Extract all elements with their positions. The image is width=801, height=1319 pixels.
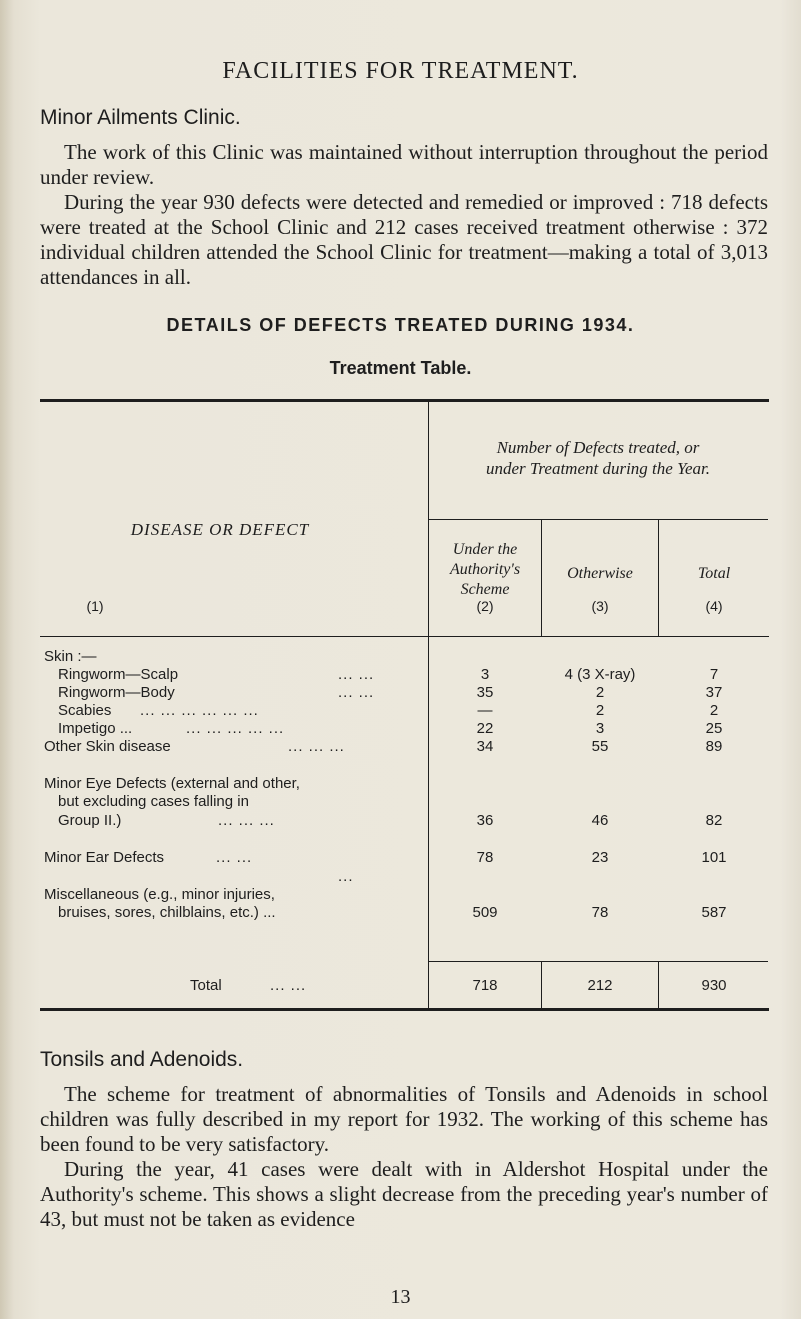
col2-number: (2) bbox=[476, 598, 494, 614]
cell-col3: 78 bbox=[591, 904, 609, 921]
table-top-rule bbox=[40, 399, 769, 402]
cell-col3: 2 bbox=[595, 684, 605, 701]
cell-col4: 82 bbox=[705, 812, 723, 829]
cell-col2: 36 bbox=[476, 812, 494, 829]
minor-ailments-heading: Minor Ailments Clinic. bbox=[40, 106, 241, 129]
tonsils-paragraph-2: During the year, 41 cases were dealt with in Aldershot Hospital under the Authority's scheme. This shows a slight decrease from the preceding year's number of 43, but must not be taken as evidence bbox=[40, 1157, 768, 1231]
row-label: but excluding cases falling in bbox=[58, 793, 249, 810]
tonsils-heading: Tonsils and Adenoids. bbox=[40, 1048, 244, 1071]
details-title: DETAILS OF DEFECTS TREATED DURING 1934. bbox=[166, 315, 635, 335]
table-group-rule bbox=[428, 519, 768, 520]
cell-col3: 2 bbox=[595, 702, 605, 719]
cell-col3: 55 bbox=[591, 738, 609, 755]
leader-dots: ... ... bbox=[270, 977, 307, 994]
leader-dots: ... ... bbox=[338, 684, 375, 701]
row-label: bruises, sores, chilblains, etc.) ... bbox=[58, 904, 276, 921]
group-header-line-2: under Treatment during the Year. bbox=[485, 459, 710, 478]
tonsils-text bbox=[40, 1082, 768, 1232]
cell-col4: 930 bbox=[701, 977, 727, 994]
row-label: Ringworm—Body bbox=[58, 684, 175, 701]
cell-col4: 101 bbox=[701, 849, 727, 866]
treatment-table-title: Treatment Table. bbox=[329, 358, 472, 378]
leader-dots: ... ... ... bbox=[218, 812, 275, 829]
minor-ailments-paragraph-2: During the year 930 defects were detected and remedied or improved : 718 defects were treated at the School Clinic and 212 cases received treatment otherwise : 372 individual children attended the School Clinic for treatment—making a total of 3,013 attendances in all. bbox=[40, 190, 768, 289]
row-label: Miscellaneous (e.g., minor injuries, bbox=[44, 886, 275, 903]
minor-ailments-text bbox=[40, 140, 768, 290]
row-label: Minor Ear Defects bbox=[44, 849, 165, 866]
cell-col3: 3 bbox=[595, 720, 605, 737]
cell-col2: 718 bbox=[472, 977, 498, 994]
col2-header-line-3: Scheme bbox=[460, 581, 510, 598]
cell-col2: 509 bbox=[472, 904, 498, 921]
row-label: Other Skin disease bbox=[44, 738, 171, 755]
col3-number: (3) bbox=[591, 598, 609, 614]
group-header-line-1: Number of Defects treated, or bbox=[496, 438, 700, 457]
leader-dots: ... ... ... ... ... ... bbox=[140, 702, 259, 719]
cell-col2: — bbox=[477, 702, 493, 719]
leader-dots: ... ... bbox=[338, 666, 375, 683]
table-bottom-rule bbox=[40, 1008, 769, 1011]
cell-col4: 2 bbox=[709, 702, 719, 719]
cell-col4: 587 bbox=[701, 904, 727, 921]
tonsils-paragraph-1: The scheme for treatment of abnormalities of Tonsils and Adenoids in school children was fully described in my report for 1932. The working of this scheme has been found to be very satisfactory. bbox=[40, 1082, 768, 1156]
col2-header-line-1: Under the bbox=[452, 541, 518, 558]
cell-col4: 25 bbox=[705, 720, 723, 737]
leader-dots: ... ... bbox=[216, 849, 253, 866]
minor-ailments-paragraph-1: The work of this Clinic was maintained without interruption throughout the period under review. bbox=[40, 140, 768, 189]
cell-col3: 4 (3 X-ray) bbox=[564, 666, 636, 683]
cell-col3: 23 bbox=[591, 849, 609, 866]
cell-col4: 37 bbox=[705, 684, 723, 701]
row-label: Group II.) bbox=[58, 812, 122, 829]
page-number: 13 bbox=[390, 1286, 411, 1308]
col3-header: Otherwise bbox=[567, 565, 633, 582]
cell-col2: 3 bbox=[480, 666, 490, 683]
row-label: Ringworm—Scalp bbox=[58, 666, 179, 683]
col4-header: Total bbox=[697, 565, 731, 582]
row-label: Impetigo ... bbox=[58, 720, 133, 737]
row-label: Minor Eye Defects (external and other, bbox=[44, 775, 300, 792]
col4-number: (4) bbox=[705, 598, 723, 614]
row-label: Scabies bbox=[58, 702, 112, 719]
leader-dots: ... ... ... ... ... bbox=[186, 720, 285, 737]
cell-col2: 34 bbox=[476, 738, 494, 755]
leader-dots: ... bbox=[338, 868, 354, 885]
table-header-rule bbox=[40, 636, 769, 637]
cell-col2: 78 bbox=[476, 849, 494, 866]
page-heading: FACILITIES FOR TREATMENT. bbox=[222, 58, 579, 84]
cell-col2: 35 bbox=[476, 684, 494, 701]
cell-col2: 22 bbox=[476, 720, 494, 737]
cell-col3: 212 bbox=[587, 977, 613, 994]
col2-header-line-2: Authority's bbox=[449, 561, 521, 578]
disease-header: DISEASE OR DEFECT bbox=[130, 520, 310, 539]
leader-dots: ... ... ... bbox=[288, 738, 345, 755]
cell-col4: 89 bbox=[705, 738, 723, 755]
disease-col-number: (1) bbox=[86, 598, 104, 614]
skin-group-label: Skin :— bbox=[44, 648, 97, 665]
row-label: Total bbox=[190, 977, 222, 994]
cell-col4: 7 bbox=[709, 666, 719, 683]
table-total-rule bbox=[428, 961, 768, 962]
cell-col3: 46 bbox=[591, 812, 609, 829]
